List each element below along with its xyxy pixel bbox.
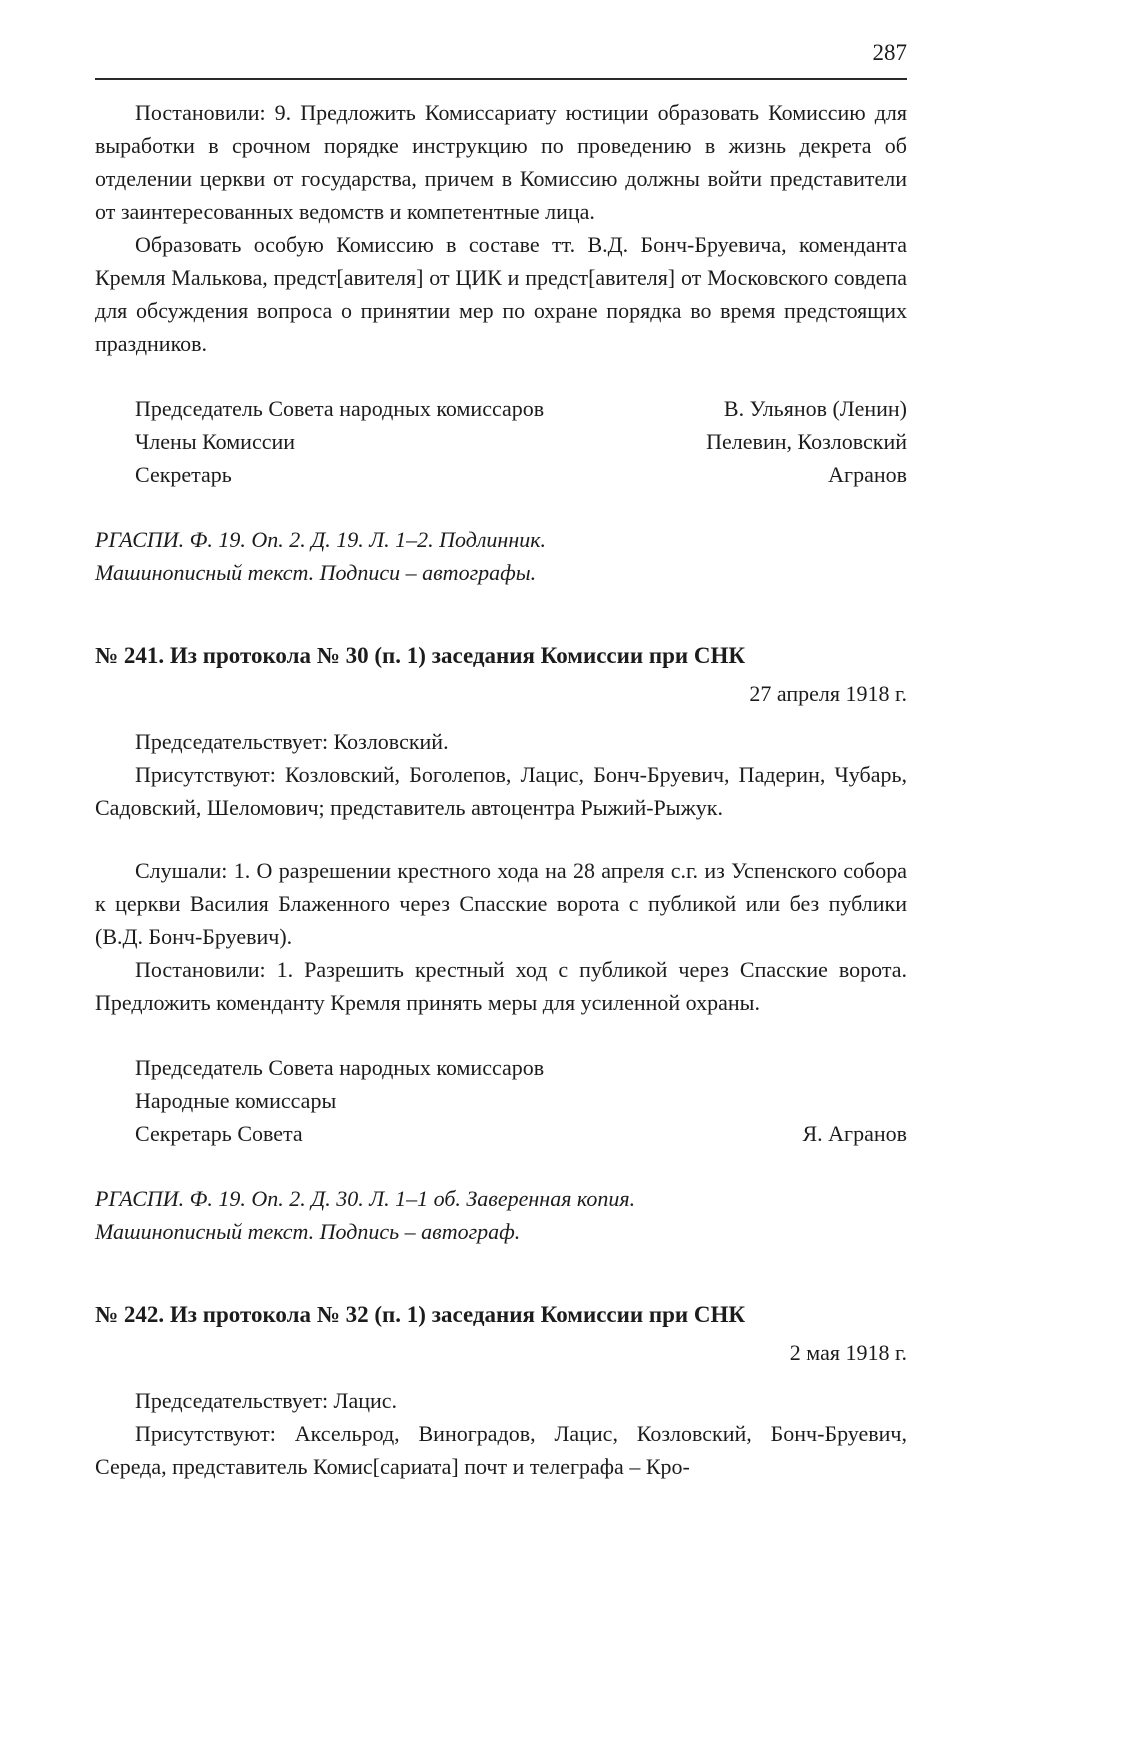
signature-row bbox=[95, 1084, 907, 1117]
signature-row bbox=[95, 392, 907, 425]
signature-role: Председатель Совета народных комиссаров bbox=[135, 1055, 545, 1080]
signature-block bbox=[95, 392, 907, 491]
document-240 bbox=[95, 96, 907, 589]
signature-name: В. Ульянов (Ленин) bbox=[723, 396, 907, 421]
signature-role: Секретарь bbox=[135, 462, 232, 487]
archive-reference: РГАСПИ. Ф. 19. Оп. 2. Д. 30. Л. 1–1 об. Заверенная копия. bbox=[95, 1186, 636, 1211]
paragraph-resolution: Постановили: 9. Предложить Комиссариату юстиции образовать Комиссию для выработки в срочном порядке инструкцию по проведению в жизнь декрета об отделении церкви от государства, причем в Комиссию должны войти представители от заинтересованных ведомств и компетентные лица. bbox=[95, 100, 907, 224]
signature-row bbox=[95, 425, 907, 458]
book-page bbox=[95, 0, 907, 1483]
signature-row bbox=[95, 1117, 907, 1150]
paragraph-commission: Образовать особую Комиссию в составе тт. В.Д. Бонч-Бруевича, коменданта Кремля Малькова, предст[авителя] от ЦИК и предст[авителя] от Московского совдепа для обсуждения вопроса о принятии мер по охране порядка во время предстоящих праздников. bbox=[95, 232, 907, 356]
archive-reference: РГАСПИ. Ф. 19. Оп. 2. Д. 19. Л. 1–2. Подлинник. bbox=[95, 527, 547, 552]
document-heading: № 242. Из протокола № 32 (п. 1) заседания Комиссии при СНК bbox=[95, 1302, 746, 1327]
signature-block bbox=[95, 1051, 907, 1150]
document-date: 27 апреля 1918 г. bbox=[749, 681, 907, 706]
signature-role: Председатель Совета народных комиссаров bbox=[135, 396, 545, 421]
signature-row bbox=[95, 1051, 907, 1084]
signature-name: Я. Агранов bbox=[802, 1121, 907, 1146]
signature-role: Секретарь Совета bbox=[135, 1121, 303, 1146]
header-rule bbox=[95, 78, 907, 80]
signature-row bbox=[95, 458, 907, 491]
paragraph-chairman: Председательствует: Козловский. bbox=[135, 729, 449, 754]
document-heading: № 241. Из протокола № 30 (п. 1) заседания Комиссии при СНК bbox=[95, 643, 746, 668]
paragraph-resolved: Постановили: 1. Разрешить крестный ход с публикой через Спасские ворота. Предложить коменданту Кремля принять меры для усиленной охраны. bbox=[95, 957, 907, 1015]
paragraph-chairman: Председательствует: Лацис. bbox=[135, 1388, 398, 1413]
archive-reference-note: Машинописный текст. Подписи – автографы. bbox=[95, 560, 537, 585]
paragraph-attendees: Присутствуют: Аксельрод, Виноградов, Лацис, Козловский, Бонч-Бруевич, Середа, представитель Комис[сариата] почт и телеграфа – Кро- bbox=[95, 1421, 907, 1479]
page-number: 287 bbox=[872, 40, 907, 65]
document-date: 2 мая 1918 г. bbox=[789, 1340, 907, 1365]
document-242 bbox=[95, 1300, 907, 1483]
archive-reference-note: Машинописный текст. Подпись – автограф. bbox=[95, 1219, 521, 1244]
paragraph-attendees: Присутствуют: Козловский, Боголепов, Лацис, Бонч-Бруевич, Падерин, Чубарь, Садовский, Шеломович; представитель автоцентра Рыжий-Рыжук. bbox=[95, 762, 907, 820]
paragraph-heard: Слушали: 1. О разрешении крестного хода на 28 апреля с.г. из Успенского собора к церкви Василия Блаженного через Спасские ворота с публикой или без публики (В.Д. Бонч-Бруевич). bbox=[95, 858, 907, 949]
signature-role: Члены Комиссии bbox=[135, 429, 296, 454]
signature-name: Пелевин, Козловский bbox=[706, 429, 907, 454]
document-241 bbox=[95, 641, 907, 1248]
signature-name: Агранов bbox=[828, 462, 907, 487]
signature-role: Народные комиссары bbox=[135, 1088, 337, 1113]
